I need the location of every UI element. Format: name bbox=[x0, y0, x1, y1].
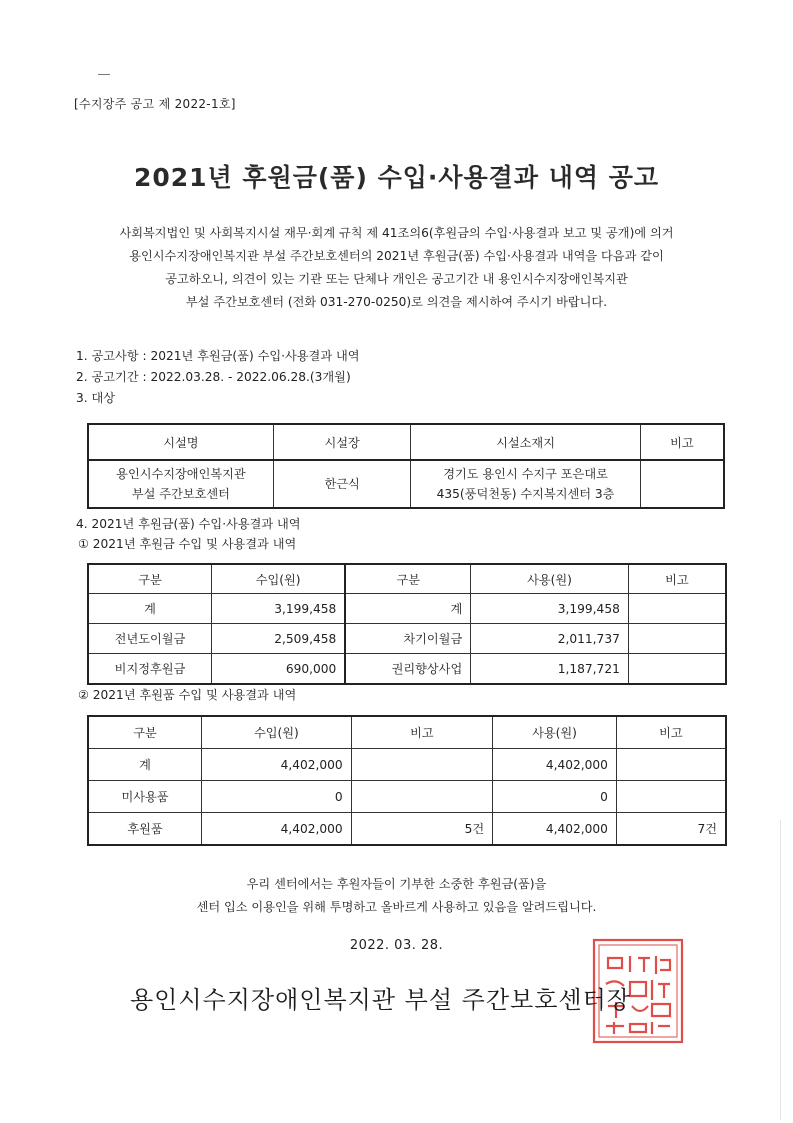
header-expense-note: 비고 bbox=[616, 716, 726, 749]
header-expense: 사용(원) bbox=[471, 564, 629, 594]
in-note: 5건 bbox=[351, 813, 492, 846]
header-facility-name: 시설명 bbox=[88, 424, 273, 460]
out-category: 차기이월금 bbox=[345, 624, 471, 654]
scan-mark bbox=[98, 74, 110, 75]
in-amount: 4,402,000 bbox=[202, 813, 352, 846]
in-category: 비지정후원금 bbox=[88, 654, 212, 685]
out-note bbox=[616, 781, 726, 813]
seal-glyphs bbox=[606, 1022, 670, 1034]
header-income: 수입(원) bbox=[202, 716, 352, 749]
header-income: 수입(원) bbox=[212, 564, 346, 594]
table-row bbox=[88, 813, 726, 846]
section-4-heading: 4. 2021년 후원금(품) 수입·사용결과 내역 bbox=[76, 517, 301, 531]
note-cell bbox=[628, 624, 726, 654]
in-category: 계 bbox=[88, 594, 212, 624]
address-line: 435(풍덕천동) 수지복지센터 3층 bbox=[436, 487, 615, 501]
in-amount: 4,402,000 bbox=[202, 749, 352, 781]
table-row bbox=[88, 594, 726, 624]
notice-items bbox=[76, 346, 360, 409]
note-cell bbox=[640, 460, 724, 508]
intro-line: 사회복지법인 및 사회복지시설 재무·회계 규칙 제 41조의6(후원금의 수입·사용결과 보고 및 공개)에 의거 bbox=[119, 226, 674, 240]
in-amount: 0 bbox=[202, 781, 352, 813]
in-amount: 690,000 bbox=[212, 654, 346, 685]
director-cell: 한근식 bbox=[273, 460, 411, 508]
seal-glyphs bbox=[608, 956, 670, 974]
in-note bbox=[351, 781, 492, 813]
out-amount: 2,011,737 bbox=[471, 624, 629, 654]
out-note bbox=[616, 749, 726, 781]
header-expense: 사용(원) bbox=[493, 716, 617, 749]
header-note: 비고 bbox=[628, 564, 726, 594]
table-row bbox=[88, 624, 726, 654]
intro-line: 용인시수지장애인복지관 부설 주간보호센터의 2021년 후원금(품) 수입·사용결과 내역을 다음과 같이 bbox=[129, 249, 664, 263]
out-amount: 0 bbox=[493, 781, 617, 813]
out-amount: 4,402,000 bbox=[493, 749, 617, 781]
out-amount: 1,187,721 bbox=[471, 654, 629, 685]
header-director: 시설장 bbox=[273, 424, 411, 460]
note-cell bbox=[628, 594, 726, 624]
out-amount: 4,402,000 bbox=[493, 813, 617, 846]
item-notice-subject: 1. 공고사항 : 2021년 후원금(품) 수입·사용결과 내역 bbox=[76, 349, 360, 363]
note-cell bbox=[628, 654, 726, 685]
header-out-category: 구분 bbox=[345, 564, 471, 594]
header-income-note: 비고 bbox=[351, 716, 492, 749]
in-category: 전년도이월금 bbox=[88, 624, 212, 654]
facility-name-cell bbox=[88, 460, 273, 508]
table-row bbox=[88, 654, 726, 685]
header-note: 비고 bbox=[640, 424, 724, 460]
in-amount: 3,199,458 bbox=[212, 594, 346, 624]
subsection-2-heading: ② 2021년 후원품 수입 및 사용결과 내역 bbox=[78, 688, 297, 702]
table-row bbox=[88, 781, 726, 813]
closing-line: 우리 센터에서는 후원자들이 기부한 소중한 후원금(품)을 bbox=[246, 877, 547, 891]
header-address: 시설소재지 bbox=[411, 424, 640, 460]
table-row bbox=[88, 749, 726, 781]
page-title: 2021년 후원금(품) 수입·사용결과 내역 공고 bbox=[134, 163, 659, 192]
header-in-category: 구분 bbox=[88, 564, 212, 594]
out-amount: 3,199,458 bbox=[471, 594, 629, 624]
category-cell: 미사용품 bbox=[88, 781, 202, 813]
category-cell: 후원품 bbox=[88, 813, 202, 846]
scan-edge-line bbox=[780, 820, 781, 1120]
out-category: 계 bbox=[345, 594, 471, 624]
table-row bbox=[88, 460, 724, 508]
signature-line: 용인시수지장애인복지관 부설 주간보호센터장 bbox=[130, 986, 631, 1014]
facility-name-line: 부설 주간보호센터 bbox=[131, 487, 230, 501]
out-note: 7건 bbox=[616, 813, 726, 846]
address-cell bbox=[411, 460, 640, 508]
intro-line: 부설 주간보호센터 (전화 031-270-0250)로 의견을 제시하여 주시기 바랍니다. bbox=[185, 295, 608, 309]
intro-line: 공고하오니, 의견이 있는 기관 또는 단체나 개인은 공고기간 내 용인시수지장애인복지관 bbox=[165, 272, 628, 286]
facility-table bbox=[87, 423, 725, 509]
header-category: 구분 bbox=[88, 716, 202, 749]
intro-paragraph bbox=[60, 222, 733, 314]
category-cell: 계 bbox=[88, 749, 202, 781]
item-target: 3. 대상 bbox=[76, 391, 116, 405]
closing-paragraph bbox=[0, 873, 793, 919]
address-line: 경기도 용인시 수지구 포은대로 bbox=[443, 467, 608, 481]
money-table bbox=[87, 563, 727, 685]
notice-number: [수지장주 공고 제 2022-1호] bbox=[74, 97, 236, 111]
goods-table bbox=[87, 715, 727, 846]
notice-date: 2022. 03. 28. bbox=[349, 938, 444, 953]
out-category: 권리향상사업 bbox=[345, 654, 471, 685]
subsection-1-heading: ① 2021년 후원금 수입 및 사용결과 내역 bbox=[78, 537, 297, 551]
facility-name-line: 용인시수지장애인복지관 bbox=[116, 467, 246, 481]
in-amount: 2,509,458 bbox=[212, 624, 346, 654]
in-note bbox=[351, 749, 492, 781]
closing-line: 센터 입소 이용인을 위해 투명하고 올바르게 사용하고 있음을 알려드립니다. bbox=[196, 900, 597, 914]
item-notice-period: 2. 공고기간 : 2022.03.28. - 2022.06.28.(3개월) bbox=[76, 370, 351, 384]
